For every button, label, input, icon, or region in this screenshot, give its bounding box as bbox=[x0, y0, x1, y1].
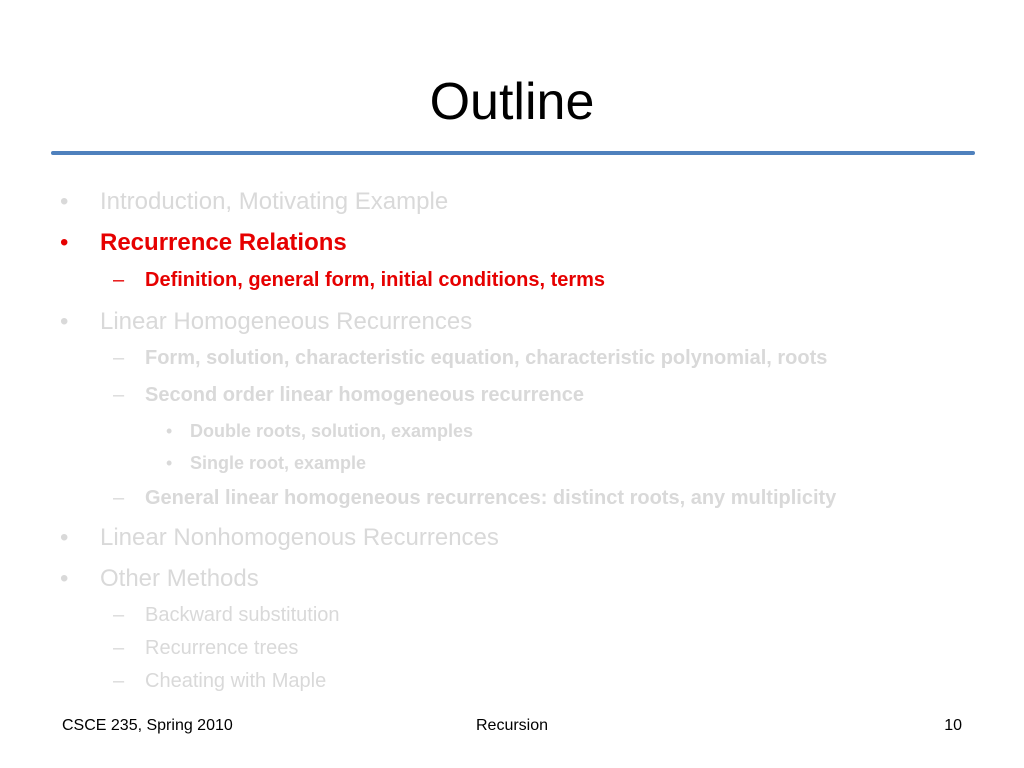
bullet-marker: • bbox=[166, 453, 173, 473]
dash-marker: – bbox=[113, 670, 125, 692]
footer-page-number: 10 bbox=[944, 717, 962, 734]
dash-marker: – bbox=[113, 637, 125, 659]
outline-item-level-2: Form, solution, characteristic equation, characteristic polynomial, roots bbox=[145, 347, 828, 369]
outline-item-level-2: Definition, general form, initial conditions, terms bbox=[145, 269, 606, 291]
outline-item-level-1: Recurrence Relations bbox=[100, 229, 347, 256]
outline-item-level-3: Double roots, solution, examples bbox=[190, 421, 474, 441]
dash-marker: – bbox=[113, 604, 125, 626]
dash-marker: – bbox=[113, 487, 125, 509]
bullet-marker: • bbox=[166, 421, 173, 441]
outline-item-level-3: Single root, example bbox=[190, 453, 367, 473]
outline-item-level-1: Other Methods bbox=[100, 565, 259, 592]
outline-item-level-1: Linear Nonhomogenous Recurrences bbox=[100, 524, 499, 551]
bullet-marker: • bbox=[60, 308, 69, 335]
outline-item-level-2: Backward substitution bbox=[145, 604, 340, 626]
outline-item-level-1: Linear Homogeneous Recurrences bbox=[100, 308, 473, 335]
bullet-marker: • bbox=[60, 524, 69, 551]
outline-item-level-2: Recurrence trees bbox=[145, 637, 299, 659]
bullet-marker: • bbox=[60, 229, 69, 256]
footer-topic: Recursion bbox=[475, 717, 549, 734]
bullet-marker: • bbox=[60, 188, 69, 215]
outline-item-level-2: Cheating with Maple bbox=[145, 670, 327, 692]
dash-marker: – bbox=[113, 269, 125, 291]
outline-item-level-1: Introduction, Motivating Example bbox=[100, 188, 449, 215]
bullet-marker: • bbox=[60, 565, 69, 592]
dash-marker: – bbox=[113, 384, 125, 406]
footer-course: CSCE 235, Spring 2010 bbox=[62, 717, 233, 734]
dash-marker: – bbox=[113, 347, 125, 369]
slide-title: Outline bbox=[429, 73, 595, 131]
outline-item-level-2: Second order linear homogeneous recurrence bbox=[145, 384, 585, 406]
outline-item-level-2: General linear homogeneous recurrences: distinct roots, any multiplicity bbox=[145, 487, 837, 509]
